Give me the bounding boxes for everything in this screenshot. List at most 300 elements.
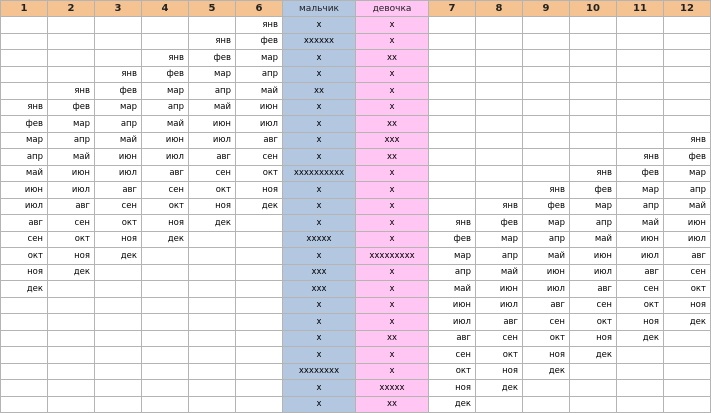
month-cell bbox=[429, 33, 476, 50]
boy-cell: x bbox=[283, 248, 356, 265]
month-cell: апр bbox=[236, 66, 283, 83]
month-cell: мар bbox=[1, 132, 48, 149]
month-cell bbox=[189, 281, 236, 298]
month-cell: мар bbox=[476, 231, 523, 248]
table-row bbox=[1, 66, 711, 83]
month-cell: окт bbox=[48, 231, 95, 248]
header-cell: 10 bbox=[570, 1, 617, 17]
month-cell bbox=[523, 132, 570, 149]
table-row bbox=[1, 297, 711, 314]
month-cell: фев bbox=[429, 231, 476, 248]
month-cell: май bbox=[476, 264, 523, 281]
month-cell bbox=[617, 99, 664, 116]
month-cell bbox=[189, 380, 236, 397]
month-cell bbox=[429, 165, 476, 182]
month-cell bbox=[476, 50, 523, 67]
month-cell: июл bbox=[664, 231, 711, 248]
month-cell bbox=[48, 17, 95, 34]
month-cell bbox=[476, 182, 523, 199]
month-cell bbox=[1, 314, 48, 331]
month-cell: июн bbox=[617, 231, 664, 248]
month-cell: май bbox=[236, 83, 283, 100]
month-cell: окт bbox=[476, 347, 523, 364]
month-cell bbox=[476, 33, 523, 50]
month-cell bbox=[523, 50, 570, 67]
month-cell bbox=[476, 66, 523, 83]
month-cell bbox=[570, 50, 617, 67]
month-cell bbox=[476, 396, 523, 413]
table-row bbox=[1, 281, 711, 298]
month-cell: фев bbox=[1, 116, 48, 133]
month-cell: дек bbox=[48, 264, 95, 281]
month-cell: дек bbox=[476, 380, 523, 397]
month-cell: июн bbox=[429, 297, 476, 314]
header-cell: 8 bbox=[476, 1, 523, 17]
month-cell: фев bbox=[617, 165, 664, 182]
month-cell bbox=[189, 396, 236, 413]
month-cell bbox=[142, 248, 189, 265]
month-cell bbox=[142, 363, 189, 380]
girl-cell: xxxxxxxxx bbox=[356, 248, 429, 265]
month-cell bbox=[617, 396, 664, 413]
month-cell: фев bbox=[189, 50, 236, 67]
month-cell bbox=[189, 17, 236, 34]
month-cell: июн bbox=[142, 132, 189, 149]
month-cell: мар bbox=[95, 99, 142, 116]
month-cell: сен bbox=[236, 149, 283, 166]
month-cell: май bbox=[189, 99, 236, 116]
header-cell: 3 bbox=[95, 1, 142, 17]
month-cell: июл bbox=[142, 149, 189, 166]
month-cell bbox=[664, 33, 711, 50]
girl-cell: x bbox=[356, 165, 429, 182]
month-cell bbox=[664, 116, 711, 133]
month-cell bbox=[664, 363, 711, 380]
month-cell bbox=[570, 132, 617, 149]
month-cell: сен bbox=[523, 314, 570, 331]
header-girl: девочка bbox=[356, 1, 429, 17]
month-cell bbox=[664, 17, 711, 34]
girl-cell: x bbox=[356, 17, 429, 34]
boy-cell: x bbox=[283, 149, 356, 166]
month-cell bbox=[617, 347, 664, 364]
month-cell bbox=[664, 396, 711, 413]
boy-cell: x bbox=[283, 380, 356, 397]
girl-cell: x bbox=[356, 198, 429, 215]
month-cell bbox=[236, 330, 283, 347]
month-cell: сен bbox=[189, 165, 236, 182]
header-cell: 1 bbox=[1, 1, 48, 17]
month-cell bbox=[523, 99, 570, 116]
month-cell bbox=[664, 347, 711, 364]
header-cell: 12 bbox=[664, 1, 711, 17]
month-cell: авг bbox=[617, 264, 664, 281]
month-cell: сен bbox=[429, 347, 476, 364]
month-cell bbox=[48, 314, 95, 331]
month-cell: июн bbox=[523, 264, 570, 281]
month-cell bbox=[664, 50, 711, 67]
boy-cell: xx bbox=[283, 83, 356, 100]
girl-cell: x bbox=[356, 83, 429, 100]
month-cell: апр bbox=[664, 182, 711, 199]
table-row bbox=[1, 347, 711, 364]
month-cell: июл bbox=[476, 297, 523, 314]
month-cell: май bbox=[95, 132, 142, 149]
month-cell: окт bbox=[189, 182, 236, 199]
boy-cell: x bbox=[283, 50, 356, 67]
month-cell: сен bbox=[664, 264, 711, 281]
month-cell bbox=[617, 50, 664, 67]
month-cell: сен bbox=[617, 281, 664, 298]
month-cell: янв bbox=[95, 66, 142, 83]
boy-cell: x bbox=[283, 347, 356, 364]
month-cell: ноя bbox=[429, 380, 476, 397]
month-cell: июл bbox=[1, 198, 48, 215]
girl-cell: x bbox=[356, 66, 429, 83]
month-cell bbox=[523, 380, 570, 397]
month-cell bbox=[570, 396, 617, 413]
month-cell: май bbox=[570, 231, 617, 248]
month-cell: апр bbox=[142, 99, 189, 116]
month-cell bbox=[523, 33, 570, 50]
month-cell bbox=[429, 116, 476, 133]
month-cell: авг bbox=[664, 248, 711, 265]
header-cell: 5 bbox=[189, 1, 236, 17]
month-cell bbox=[1, 33, 48, 50]
month-cell: май bbox=[142, 116, 189, 133]
header-cell: 9 bbox=[523, 1, 570, 17]
month-cell: июл bbox=[95, 165, 142, 182]
month-cell: май bbox=[523, 248, 570, 265]
girl-cell: x bbox=[356, 264, 429, 281]
month-cell: май bbox=[48, 149, 95, 166]
month-cell: июл bbox=[617, 248, 664, 265]
boy-cell: xxx bbox=[283, 264, 356, 281]
girl-cell: xx bbox=[356, 116, 429, 133]
month-cell: ноя bbox=[189, 198, 236, 215]
month-cell: окт bbox=[664, 281, 711, 298]
girl-cell: xx bbox=[356, 396, 429, 413]
month-cell bbox=[142, 330, 189, 347]
month-cell: май bbox=[664, 198, 711, 215]
month-cell: авг bbox=[476, 314, 523, 331]
header-cell: 2 bbox=[48, 1, 95, 17]
month-cell bbox=[1, 330, 48, 347]
month-cell: окт bbox=[617, 297, 664, 314]
month-cell: мар bbox=[48, 116, 95, 133]
month-cell: авг bbox=[429, 330, 476, 347]
table-row bbox=[1, 182, 711, 199]
month-cell bbox=[189, 347, 236, 364]
month-cell: янв bbox=[1, 99, 48, 116]
month-cell: июн bbox=[95, 149, 142, 166]
month-cell bbox=[429, 50, 476, 67]
month-cell bbox=[476, 116, 523, 133]
boy-cell: xxxxx bbox=[283, 231, 356, 248]
month-cell bbox=[1, 363, 48, 380]
month-cell bbox=[429, 83, 476, 100]
month-cell bbox=[48, 281, 95, 298]
month-cell: июл bbox=[236, 116, 283, 133]
month-cell bbox=[95, 396, 142, 413]
header-cell: 6 bbox=[236, 1, 283, 17]
table-row bbox=[1, 116, 711, 133]
month-cell: фев bbox=[523, 198, 570, 215]
table-row bbox=[1, 396, 711, 413]
month-cell bbox=[236, 297, 283, 314]
table-body bbox=[1, 17, 711, 413]
table-row bbox=[1, 330, 711, 347]
month-cell: окт bbox=[142, 198, 189, 215]
month-cell: июн bbox=[664, 215, 711, 232]
month-cell bbox=[189, 330, 236, 347]
month-cell: мар bbox=[236, 50, 283, 67]
month-cell: фев bbox=[570, 182, 617, 199]
month-cell: сен bbox=[570, 297, 617, 314]
month-cell bbox=[570, 116, 617, 133]
month-cell: июл bbox=[570, 264, 617, 281]
month-cell bbox=[48, 347, 95, 364]
girl-cell: xx bbox=[356, 50, 429, 67]
month-cell: апр bbox=[189, 83, 236, 100]
month-cell: апр bbox=[476, 248, 523, 265]
month-cell bbox=[570, 17, 617, 34]
boy-cell: x bbox=[283, 182, 356, 199]
month-cell bbox=[664, 99, 711, 116]
table-row bbox=[1, 165, 711, 182]
month-cell bbox=[142, 314, 189, 331]
month-cell bbox=[95, 330, 142, 347]
month-cell: авг bbox=[523, 297, 570, 314]
month-cell: май bbox=[1, 165, 48, 182]
month-cell bbox=[617, 83, 664, 100]
month-cell bbox=[1, 50, 48, 67]
month-cell: ноя bbox=[570, 330, 617, 347]
month-cell: апр bbox=[617, 198, 664, 215]
month-cell bbox=[48, 66, 95, 83]
month-cell: ноя bbox=[1, 264, 48, 281]
month-cell bbox=[236, 248, 283, 265]
month-cell bbox=[236, 363, 283, 380]
month-cell bbox=[429, 149, 476, 166]
month-cell bbox=[142, 17, 189, 34]
table-row bbox=[1, 231, 711, 248]
month-cell bbox=[48, 330, 95, 347]
month-cell bbox=[523, 83, 570, 100]
month-cell bbox=[523, 66, 570, 83]
month-cell bbox=[476, 17, 523, 34]
month-cell bbox=[429, 182, 476, 199]
table-row bbox=[1, 264, 711, 281]
month-cell: сен bbox=[142, 182, 189, 199]
month-cell: июн bbox=[570, 248, 617, 265]
girl-cell: xxxxx bbox=[356, 380, 429, 397]
month-cell: окт bbox=[523, 330, 570, 347]
table-row bbox=[1, 363, 711, 380]
header-boy: мальчик bbox=[283, 1, 356, 17]
month-cell: ноя bbox=[142, 215, 189, 232]
month-cell: дек bbox=[189, 215, 236, 232]
month-cell: дек bbox=[95, 248, 142, 265]
table-row bbox=[1, 132, 711, 149]
month-cell: ноя bbox=[236, 182, 283, 199]
month-cell: апр bbox=[429, 264, 476, 281]
month-cell bbox=[570, 380, 617, 397]
month-cell: апр bbox=[523, 231, 570, 248]
month-cell: ноя bbox=[617, 314, 664, 331]
month-cell: июн bbox=[189, 116, 236, 133]
table-row bbox=[1, 248, 711, 265]
girl-cell: x bbox=[356, 231, 429, 248]
month-cell bbox=[236, 264, 283, 281]
table-row bbox=[1, 215, 711, 232]
month-cell bbox=[476, 99, 523, 116]
girl-cell: x bbox=[356, 363, 429, 380]
month-cell: фев bbox=[142, 66, 189, 83]
month-cell: янв bbox=[664, 132, 711, 149]
month-cell: мар bbox=[570, 198, 617, 215]
month-cell: июн bbox=[1, 182, 48, 199]
month-cell bbox=[48, 363, 95, 380]
month-cell bbox=[429, 198, 476, 215]
month-cell bbox=[617, 66, 664, 83]
month-cell: сен bbox=[95, 198, 142, 215]
table-header bbox=[1, 1, 711, 17]
month-cell bbox=[95, 380, 142, 397]
month-cell: фев bbox=[48, 99, 95, 116]
month-cell: янв bbox=[189, 33, 236, 50]
month-cell bbox=[429, 132, 476, 149]
month-cell bbox=[570, 33, 617, 50]
month-cell: мар bbox=[523, 215, 570, 232]
month-cell bbox=[523, 116, 570, 133]
boy-cell: x bbox=[283, 132, 356, 149]
girl-cell: xxx bbox=[356, 132, 429, 149]
header-cell: 7 bbox=[429, 1, 476, 17]
month-cell: мар bbox=[617, 182, 664, 199]
month-cell: янв bbox=[429, 215, 476, 232]
month-cell bbox=[429, 17, 476, 34]
month-cell bbox=[142, 380, 189, 397]
month-cell bbox=[1, 297, 48, 314]
boy-cell: x bbox=[283, 297, 356, 314]
month-cell bbox=[189, 264, 236, 281]
month-cell bbox=[1, 83, 48, 100]
month-cell: сен bbox=[476, 330, 523, 347]
month-cell: дек bbox=[523, 363, 570, 380]
month-cell: апр bbox=[48, 132, 95, 149]
month-cell bbox=[476, 132, 523, 149]
month-cell: фев bbox=[236, 33, 283, 50]
girl-cell: x bbox=[356, 33, 429, 50]
month-cell: дек bbox=[1, 281, 48, 298]
month-cell: дек bbox=[236, 198, 283, 215]
month-cell bbox=[95, 264, 142, 281]
month-cell: мар bbox=[664, 165, 711, 182]
boy-cell: x bbox=[283, 215, 356, 232]
month-cell: авг bbox=[95, 182, 142, 199]
table-row bbox=[1, 33, 711, 50]
girl-cell: xx bbox=[356, 149, 429, 166]
month-cell bbox=[664, 83, 711, 100]
month-cell bbox=[189, 297, 236, 314]
month-cell: июл bbox=[429, 314, 476, 331]
month-cell bbox=[236, 314, 283, 331]
month-cell bbox=[189, 314, 236, 331]
month-cell bbox=[189, 231, 236, 248]
month-cell bbox=[142, 396, 189, 413]
month-cell bbox=[48, 33, 95, 50]
month-cell bbox=[142, 264, 189, 281]
month-cell bbox=[523, 396, 570, 413]
month-cell bbox=[236, 347, 283, 364]
month-cell: май bbox=[429, 281, 476, 298]
month-cell: авг bbox=[142, 165, 189, 182]
month-cell: июл bbox=[189, 132, 236, 149]
month-cell bbox=[617, 380, 664, 397]
month-cell bbox=[95, 50, 142, 67]
table-row bbox=[1, 17, 711, 34]
month-cell: фев bbox=[476, 215, 523, 232]
girl-cell: x bbox=[356, 215, 429, 232]
table-row bbox=[1, 198, 711, 215]
month-cell: авг bbox=[570, 281, 617, 298]
month-cell: ноя bbox=[48, 248, 95, 265]
month-cell bbox=[48, 297, 95, 314]
month-cell: янв bbox=[48, 83, 95, 100]
month-cell bbox=[95, 33, 142, 50]
month-cell: июн bbox=[48, 165, 95, 182]
month-cell: мар bbox=[429, 248, 476, 265]
boy-cell: x bbox=[283, 99, 356, 116]
month-cell bbox=[95, 281, 142, 298]
month-cell bbox=[523, 17, 570, 34]
girl-cell: x bbox=[356, 297, 429, 314]
girl-cell: x bbox=[356, 281, 429, 298]
month-cell bbox=[95, 363, 142, 380]
boy-cell: x bbox=[283, 314, 356, 331]
month-cell: июл bbox=[48, 182, 95, 199]
boy-cell: xxx bbox=[283, 281, 356, 298]
month-cell bbox=[142, 297, 189, 314]
month-cell bbox=[570, 149, 617, 166]
month-cell: янв bbox=[523, 182, 570, 199]
girl-cell: x bbox=[356, 347, 429, 364]
month-cell bbox=[48, 396, 95, 413]
month-cell: апр bbox=[1, 149, 48, 166]
month-cell: фев bbox=[95, 83, 142, 100]
month-cell bbox=[189, 248, 236, 265]
month-cell: авг bbox=[1, 215, 48, 232]
month-cell bbox=[48, 50, 95, 67]
boy-cell: xxxxxx bbox=[283, 33, 356, 50]
boy-cell: x bbox=[283, 330, 356, 347]
month-cell: сен bbox=[48, 215, 95, 232]
header-cell: 4 bbox=[142, 1, 189, 17]
month-cell bbox=[476, 149, 523, 166]
month-cell bbox=[1, 17, 48, 34]
boy-cell: xxxxxxxx bbox=[283, 363, 356, 380]
table-row bbox=[1, 380, 711, 397]
month-cell bbox=[142, 281, 189, 298]
month-cell bbox=[570, 66, 617, 83]
month-cell bbox=[617, 17, 664, 34]
boy-cell: x bbox=[283, 66, 356, 83]
month-cell bbox=[617, 33, 664, 50]
month-cell: окт bbox=[1, 248, 48, 265]
month-cell: сен bbox=[1, 231, 48, 248]
month-cell bbox=[236, 215, 283, 232]
